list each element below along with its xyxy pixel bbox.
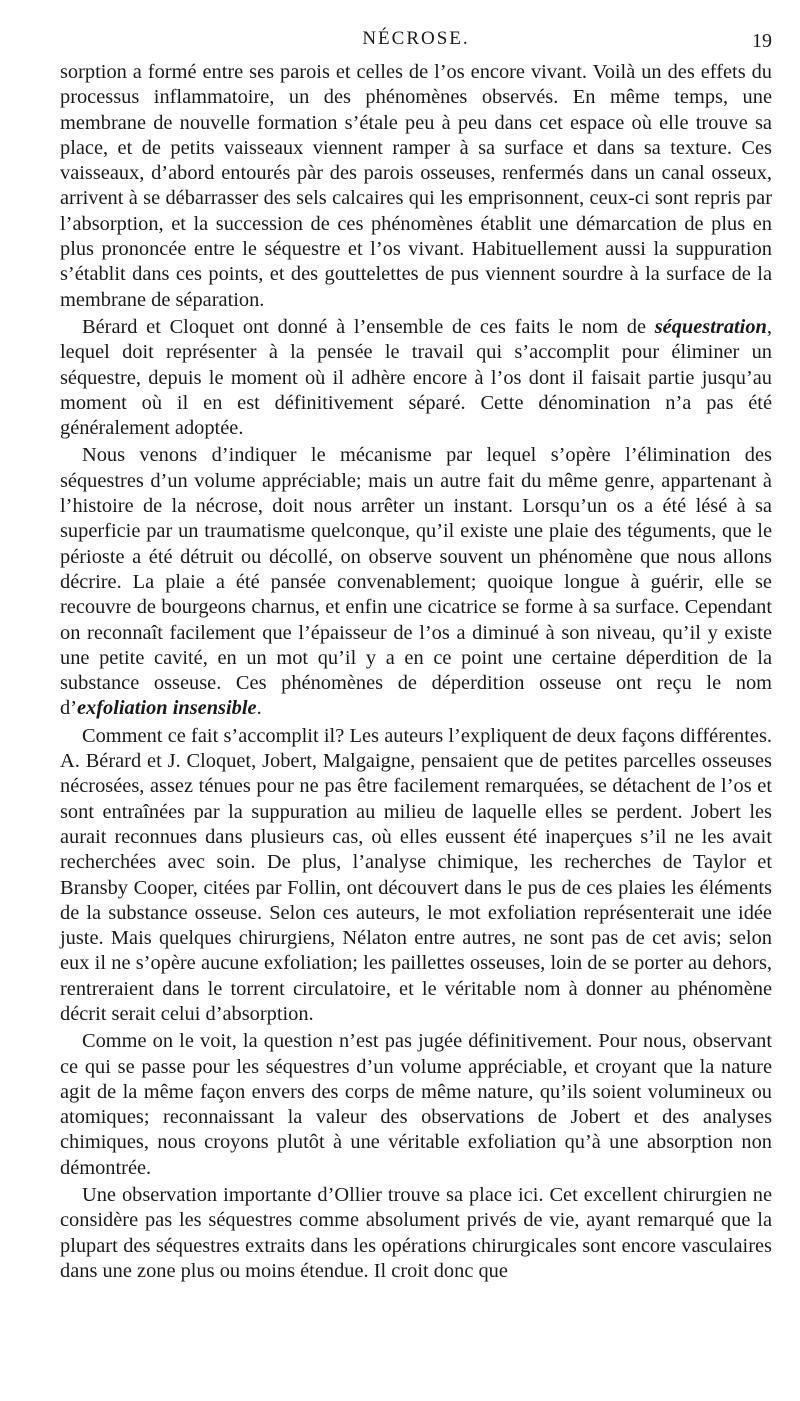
running-title: NÉCROSE. — [362, 28, 470, 49]
paragraph-text: Nous venons d’indiquer le mécanisme par lequel s’opère l’élimination des séquestres d’un volume appréciable; mais un autre fait du même genre, appartenant à l’histoire de la nécrose, doit nous arrêter un instant. Lorsqu’un os a été lésé à sa superficie par un traumatisme quelconque, qu’il existe une plaie des téguments, que le périoste a été détruit ou décollé, on observe souvent un phénomène que nous allons décrire. La plaie a été pansée convenablement; quoique longue à guérir, elle se recouvre de bourgeons charnus, et enfin une cicatrice se forme à sa surface. Cependant on reconnaît facilement que l’épaisseur de l’os a diminué à son niveau, qu’il y existe une petite cavité, en un mot qu’il y a en ce point une certaine déperdition de la substance osseuse. Ces phénomènes de déperdition osseuse ont reçu le nom d’ — [60, 444, 772, 720]
page-header — [60, 28, 772, 56]
paragraph-text: . — [256, 697, 262, 720]
body-text — [60, 60, 772, 1286]
paragraph-text: Une observation importante d’Ollier trouve sa place ici. Cet excellent chirurgien ne considère pas les séquestres comme absolument privés de vie, ayant remarqué que la plupart des séquestres extraits dans les opérations chirurgicales sont encore vasculaires dans une zone plus ou moins étendue. Il croit donc que — [60, 1184, 772, 1282]
paragraph — [60, 315, 772, 441]
paragraph — [60, 724, 772, 1028]
paragraph — [60, 1029, 772, 1181]
italic-term: séquestration — [654, 315, 767, 338]
paragraph-text: Comme on le voit, la question n’est pas jugée définitivement. Pour nous, observant ce qui se passe pour les séquestres d’un volume appréciable, et croyant que la nature agit de la même façon envers des corps de même nature, qu’ils soient volumineux ou atomiques; reconnaissant la valeur des observations de Jobert et des analyses chimiques, nous croyons plutôt à une véritable exfoliation qu’à une absorption non démontrée. — [60, 1030, 772, 1179]
paragraph — [60, 443, 772, 721]
paragraph-text: Comment ce fait s’accomplit il? Les auteurs l’expliquent de deux façons différentes. A. Bérard et J. Cloquet, Jobert, Malgaigne, pensaient que de petites parcelles osseuses nécrosées, assez ténues pour ne pas être facilement remarquées, se détachent de l’os et sont entraînées par la suppuration au milieu de laquelle elles se perdent. Jobert les aurait reconnues dans plusieurs cas, où elles eussent été inaperçues s’il ne les avait recherchées avec soin. De plus, l’analyse chimique, les recherches de Taylor et Bransby Cooper, citées par Follin, ont découvert dans le pus de ces plaies les éléments de la substance osseuse. Selon ces auteurs, le mot exfoliation représenterait une idée juste. Mais quelques chirurgiens, Nélaton entre autres, ne sont pas de cet avis; selon eux il ne s’opère aucune exfoliation; les paillettes osseuses, loin de se porter au dehors, rentreraient dans le torrent circulatoire, et le véritable nom à donner au phénomène décrit serait celui d’absorption. — [60, 724, 772, 1025]
paragraph — [60, 60, 772, 313]
paragraph — [60, 1183, 772, 1284]
paragraph-text: sorption a formé entre ses parois et celles de l’os encore vivant. Voilà un des effets du processus inflammatoire, un des phénomènes observés. En même temps, une membrane de nouvelle formation s’étale peu à peu dans cet espace où elle trouve sa place, et de petits vaisseaux viennent ramper à sa surface et dans sa texture. Ces vaisseaux, d’abord entourés pàr des parois osseuses, renfermés dans un canal osseux, arrivent à se débarrasser des sels calcaires qui les emprisonnent, ceux-ci sont repris par l’absorption, et la succession de ces phénomènes établit une démarcation de plus en plus prononcée entre le séquestre et l’os vivant. Habituellement aussi la suppuration s’établit dans ces points, et des gouttelettes de pus viennent sourdre à la surface de la membrane de séparation. — [60, 61, 772, 311]
paragraph-text: Bérard et Cloquet ont donné à l’ensemble de ces faits le nom de — [82, 315, 655, 338]
page-number: 19 — [752, 30, 772, 52]
italic-term: exfoliation insensible — [77, 697, 257, 720]
paragraph-text: , lequel doit représenter à la pensée le travail qui s’accomplit pour éliminer un séquestre, depuis le moment où il adhère encore à l’os dont il faisait partie jusqu’au moment où il en est définitivement séparé. Cette dénomination n’a pas été généralement adoptée. — [60, 315, 772, 440]
